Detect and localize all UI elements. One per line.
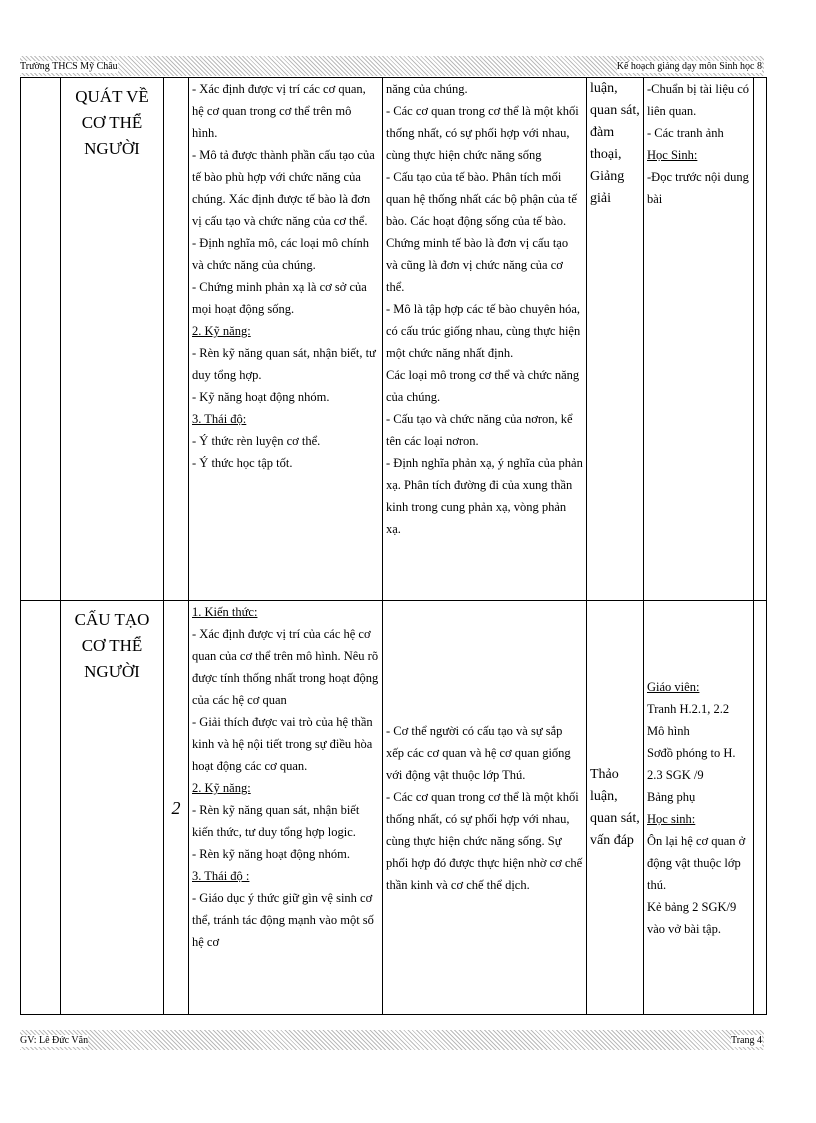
objectives-cell	[189, 78, 383, 601]
content-line: - Định nghĩa phản xạ, ý nghĩa của phản xạ. Phân tích đường đi của xung thần kinh trong cung phản xạ, vòng phản xạ.	[386, 456, 583, 536]
footer-page: Trang 4	[730, 1035, 762, 1046]
content-cell	[383, 78, 587, 601]
chapter-title: QUÁT VỀ CƠ THỂ NGƯỜI	[61, 78, 164, 601]
prep-line: Ôn lại hệ cơ quan ở động vật thuộc lớp thú.	[647, 833, 746, 892]
content-line: - Các cơ quan trong cơ thể là một khối thống nhất, có sự phối hợp với nhau, cùng thực hiện chức năng sống. Sự phối hợp đó được thực hiện nhờ cơ chế thần kinh và cơ chế thể dịch.	[386, 789, 583, 892]
section-heading: 3. Thái độ:	[192, 412, 247, 426]
prep-heading: Giáo viên:	[647, 679, 700, 694]
objective-line: - Rèn kỹ năng quan sát, nhận biết, tư duy tổng hợp.	[192, 346, 376, 382]
objective-line: - Chứng minh phản xạ là cơ sở của mọi hoạt động sống.	[192, 280, 367, 316]
prep-cell	[644, 601, 754, 1015]
header-school: Trường THCS Mỹ Châu	[20, 61, 118, 72]
objective-line: - Giáo dục ý thức giữ gìn vệ sinh cơ thể, tránh tác động mạnh vào một số hệ cơ	[192, 891, 374, 949]
prep-line: Tranh H.2.1, 2.2	[647, 701, 730, 716]
content-line: - Các cơ quan trong cơ thể là một khối thống nhất, có sự phối hợp với nhau, cùng thực hiện chức năng sống	[386, 104, 579, 162]
section-heading: 2. Kỹ năng:	[192, 324, 251, 338]
objective-line: - Xác định được vị trí của các hệ cơ quan của cơ thể trên mô hình. Nêu rõ được tính thống nhất trong hoạt động của các hệ cơ quan	[192, 627, 379, 707]
period-count	[164, 78, 189, 601]
period-count: 2	[164, 601, 189, 1015]
prep-heading: Học Sinh:	[647, 148, 698, 162]
prep-line: Kẻ bảng 2 SGK/9 vào vở bài tập.	[647, 899, 737, 936]
methods-cell: luận, quan sát, đàm thoại, Giảng giải	[587, 78, 644, 601]
table-row	[21, 601, 767, 1015]
content-line: Các loại mô trong cơ thể và chức năng của chúng.	[386, 368, 580, 404]
prep-line: Mô hình	[647, 723, 690, 738]
footer-teacher: GV: Lê Đức Văn	[20, 1035, 89, 1046]
prep-line: -Chuẩn bị tài liệu có liên quan.	[647, 82, 750, 118]
prep-cell	[644, 78, 754, 601]
section-heading: 3. Thái độ :	[192, 869, 250, 883]
blank-cell	[21, 78, 61, 601]
prep-line: Sơđồ phóng to H. 2.3 SGK /9	[647, 745, 736, 782]
methods-cell: Thảo luận, quan sát, vấn đáp	[587, 601, 644, 1015]
footer-band	[20, 1030, 764, 1050]
content-line: - Mô là tập hợp các tế bào chuyên hóa, có cấu trúc giống nhau, cùng thực hiện một chức năng nhất định.	[386, 302, 581, 360]
objective-line: - Rèn kỹ năng quan sát, nhận biết kiến thức, tư duy tổng hợp logic.	[192, 803, 360, 839]
section-heading: 2. Kỹ năng:	[192, 781, 251, 795]
content-cell	[383, 601, 587, 1015]
chapter-title: CẤU TẠO CƠ THỂ NGƯỜI	[61, 601, 164, 1015]
content-line: năng của chúng.	[386, 82, 468, 96]
content-line: - Cấu tạo và chức năng của nơron, kể tên các loại nơron.	[386, 412, 573, 448]
objective-line: - Giải thích được vai trò của hệ thần kinh và hệ nội tiết trong sự điều hòa hoạt động các cơ quan.	[192, 715, 373, 773]
objective-line: - Định nghĩa mô, các loại mô chính và chức năng của chúng.	[192, 236, 370, 272]
objective-line: - Mô tả được thành phần cấu tạo của tế bào phù hợp với chức năng của chúng. Xác định được tế bào là đơn vị cấu tạo và chức năng của cơ thể.	[192, 148, 375, 228]
blank-cell	[21, 601, 61, 1015]
lesson-plan-table	[20, 77, 767, 1015]
section-heading: 1. Kiến thức:	[192, 605, 258, 619]
content-line: - Cơ thể người có cấu tạo và sự sắp xếp các cơ quan và hệ cơ quan giống với động vật thuộc lớp Thú.	[386, 723, 571, 782]
objectives-cell	[189, 601, 383, 1015]
objective-line: - Rèn kỹ năng hoạt động nhóm.	[192, 847, 350, 861]
content-line: - Cấu tạo của tế bào. Phân tích mối quan hệ thống nhất các bộ phận của tế bào. Các hoạt động sống của tế bào. Chứng minh tế bào là đơn vị cấu tạo và cũng là đơn vị chức năng của cơ thể.	[386, 170, 577, 294]
prep-heading: Học sinh:	[647, 811, 696, 826]
objective-line: - Kỹ năng hoạt động nhóm.	[192, 390, 330, 404]
header-plan: Kế hoạch giảng dạy môn Sinh học 8	[616, 61, 762, 72]
blank-cell	[754, 601, 767, 1015]
objective-line: - Ý thức rèn luyện cơ thể.	[192, 434, 321, 448]
prep-line: -Đọc trước nội dung bài	[647, 170, 749, 206]
objective-line: - Xác định được vị trí các cơ quan, hệ cơ quan trong cơ thể trên mô hình.	[192, 82, 366, 140]
table-row	[21, 78, 767, 601]
prep-line: - Các tranh ảnh	[647, 126, 724, 140]
blank-cell	[754, 78, 767, 601]
objective-line: - Ý thức học tập tốt.	[192, 456, 293, 470]
prep-line: Bảng phụ	[647, 789, 696, 804]
